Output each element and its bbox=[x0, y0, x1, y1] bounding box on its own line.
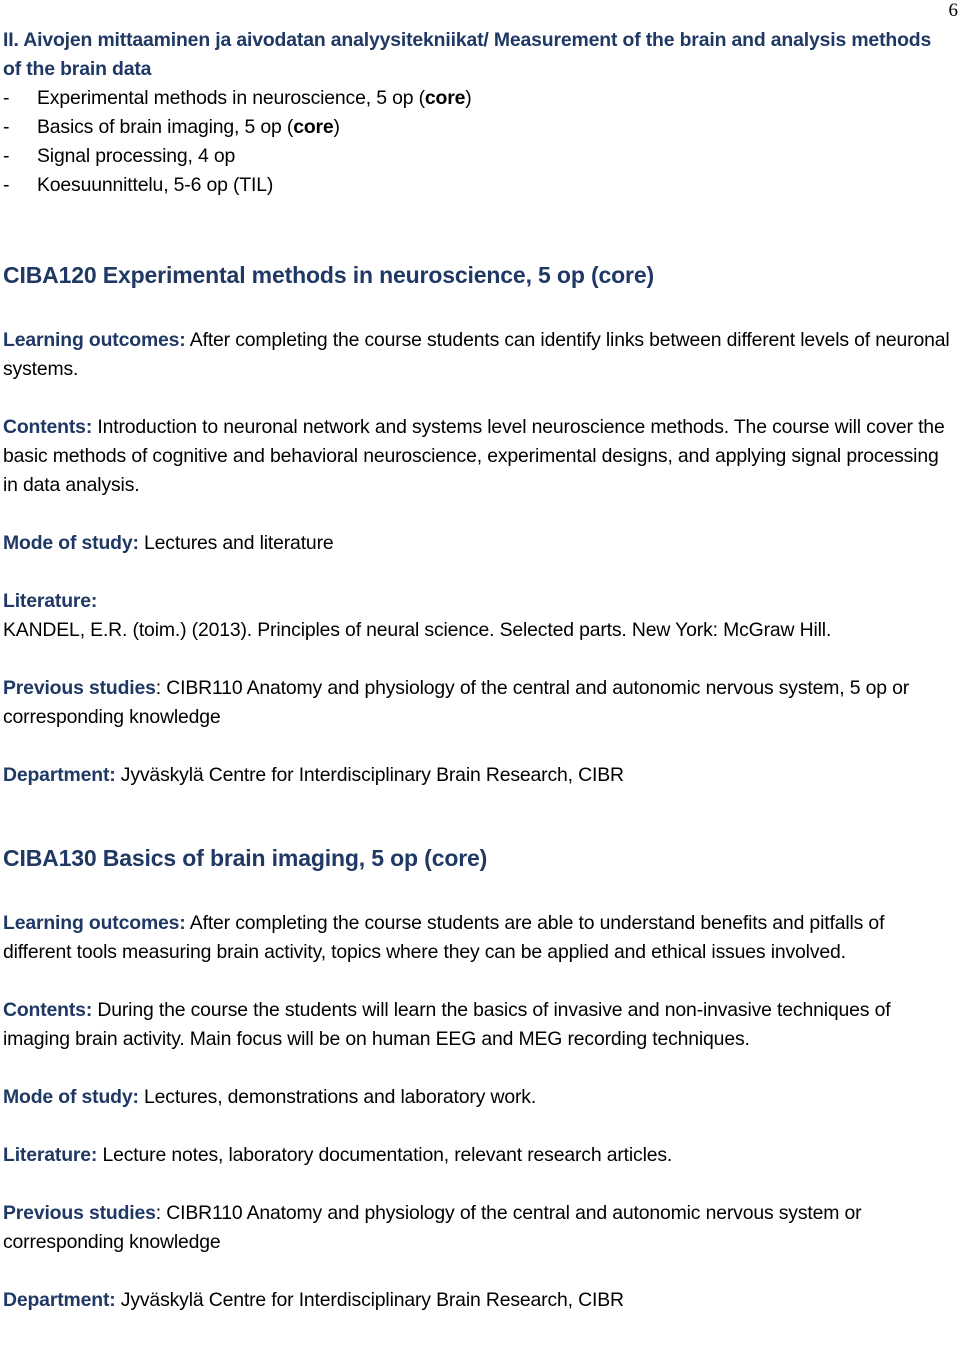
learning-outcomes: Learning outcomes: After completing the course students can identify links between different levels of neuronal systems. bbox=[3, 329, 950, 380]
learning-outcomes: Learning outcomes: After completing the course students are able to understand benefits and pitfalls of different tools measuring brain activity, topics where they can be applied and ethical issues involved. bbox=[3, 912, 885, 963]
course-title-ciba130: CIBA130 Basics of brain imaging, 5 op (core) bbox=[3, 845, 488, 871]
list-item: - Koesuunnittelu, 5-6 op (TIL) bbox=[3, 174, 274, 196]
previous-studies: Previous studies: CIBR110 Anatomy and physiology of the central and autonomic nervous system or corresponding knowledge bbox=[3, 1202, 862, 1253]
list-item: - Experimental methods in neuroscience, 5 op (core) bbox=[3, 87, 472, 109]
department: Department: Jyväskylä Centre for Interdisciplinary Brain Research, CIBR bbox=[3, 764, 624, 786]
department: Department: Jyväskylä Centre for Interdisciplinary Brain Research, CIBR bbox=[3, 1289, 624, 1311]
document-body bbox=[3, 26, 951, 1315]
page-number: 6 bbox=[948, 0, 958, 21]
previous-studies: Previous studies: CIBR110 Anatomy and physiology of the central and autonomic nervous system, 5 op or corresponding knowledge bbox=[3, 677, 910, 728]
mode-of-study: Mode of study: Lectures and literature bbox=[3, 532, 334, 554]
section-heading: II. Aivojen mittaaminen ja aivodatan analyysitekniikat/ Measurement of the brain and analysis methods of the brain data bbox=[3, 29, 932, 80]
literature-label: Literature: bbox=[3, 590, 98, 612]
list-item: - Signal processing, 4 op bbox=[3, 145, 236, 167]
contents: Contents: During the course the students will learn the basics of invasive and non-invasive techniques of imaging brain activity. Main focus will be on human EEG and MEG recording techniques. bbox=[3, 999, 891, 1050]
literature: KANDEL, E.R. (toim.) (2013). Principles of neural science. Selected parts. New York: McGraw Hill. bbox=[3, 619, 832, 641]
contents: Contents: Introduction to neuronal network and systems level neuroscience methods. The course will cover the basic methods of cognitive and behavioral neuroscience, experimental designs, and applying signal processing in data analysis. bbox=[3, 416, 945, 496]
mode-of-study: Mode of study: Lectures, demonstrations and laboratory work. bbox=[3, 1086, 537, 1108]
course-overview-list bbox=[3, 84, 951, 200]
list-item: - Basics of brain imaging, 5 op (core) bbox=[3, 116, 340, 138]
literature: Literature: Lecture notes, laboratory documentation, relevant research articles. bbox=[3, 1144, 673, 1166]
course-title-ciba120: CIBA120 Experimental methods in neuroscience, 5 op (core) bbox=[3, 262, 654, 288]
